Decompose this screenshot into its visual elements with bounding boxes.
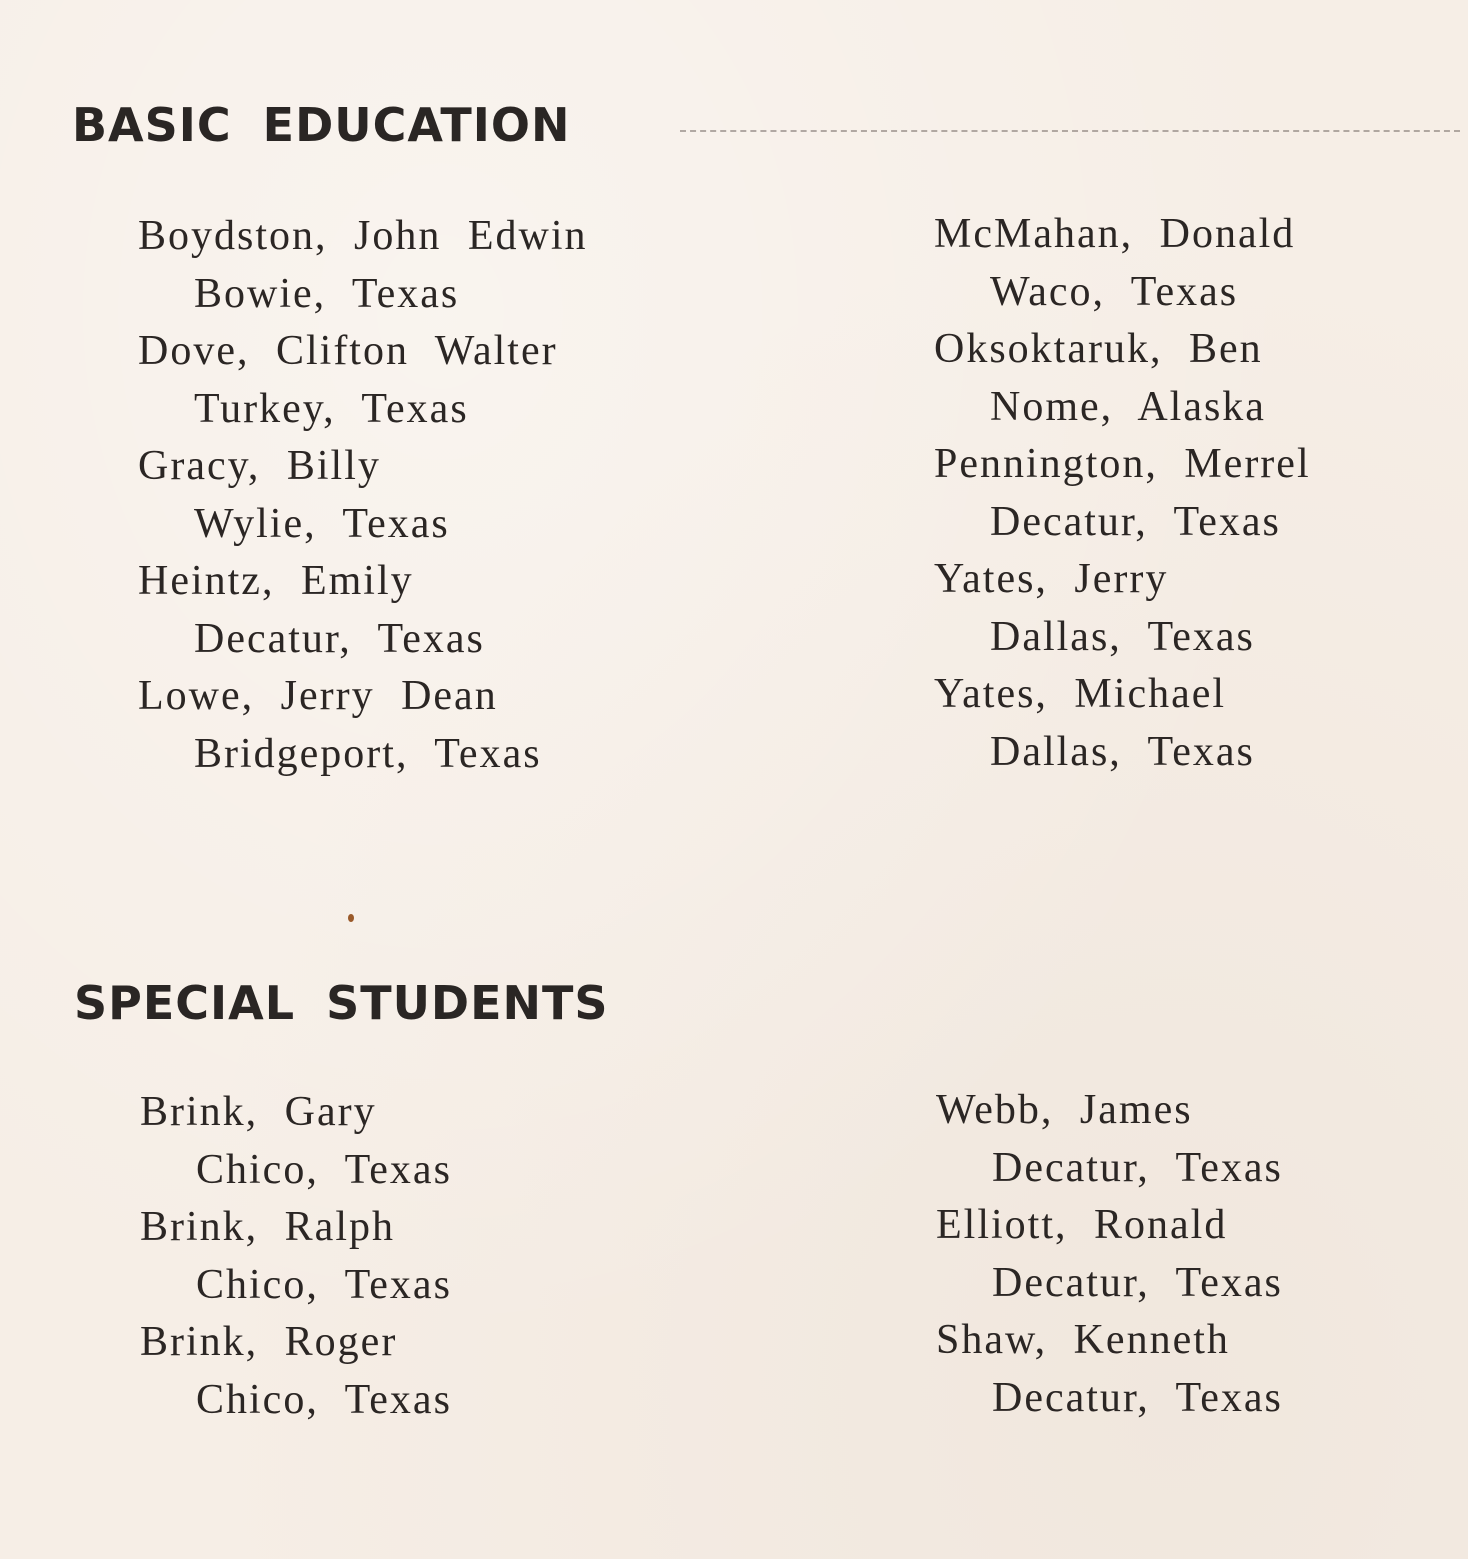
student-entry	[138, 668, 588, 783]
student-entry	[934, 206, 1311, 321]
student-entry	[138, 553, 588, 668]
student-hometown: Decatur, Texas	[992, 1259, 1283, 1306]
student-entry	[138, 208, 588, 323]
student-hometown: Nome, Alaska	[990, 383, 1266, 430]
student-hometown: Wylie, Texas	[194, 500, 450, 547]
student-name: Oksoktaruk, Ben	[934, 326, 1263, 372]
student-hometown: Decatur, Texas	[992, 1374, 1283, 1421]
student-entry	[138, 438, 588, 553]
student-entry	[140, 1199, 452, 1314]
student-name: McMahan, Donald	[934, 211, 1296, 257]
student-hometown: Turkey, Texas	[194, 385, 469, 432]
student-entry	[936, 1312, 1283, 1427]
student-name: Boydston, John Edwin	[138, 213, 588, 259]
ink-speck	[348, 914, 354, 922]
student-name: Brink, Ralph	[140, 1204, 395, 1250]
student-hometown: Dallas, Texas	[990, 613, 1255, 660]
student-name: Pennington, Merrel	[934, 441, 1311, 487]
student-entry	[934, 321, 1311, 436]
student-name: Elliott, Ronald	[936, 1202, 1228, 1248]
student-hometown: Bowie, Texas	[194, 270, 460, 317]
special-students-right-column	[936, 1082, 1283, 1427]
student-entry	[140, 1084, 452, 1199]
student-hometown: Decatur, Texas	[194, 615, 485, 662]
student-name: Lowe, Jerry Dean	[138, 673, 498, 719]
special-students-left-column	[140, 1084, 452, 1429]
student-entry	[138, 323, 588, 438]
student-name: Shaw, Kenneth	[936, 1317, 1230, 1363]
student-hometown: Dallas, Texas	[990, 728, 1255, 775]
student-hometown: Chico, Texas	[196, 1261, 452, 1308]
student-hometown: Decatur, Texas	[990, 498, 1281, 545]
student-hometown: Bridgeport, Texas	[194, 730, 542, 777]
student-entry	[140, 1314, 452, 1429]
student-name: Yates, Michael	[934, 671, 1227, 717]
student-name: Brink, Roger	[140, 1319, 398, 1365]
student-name: Webb, James	[936, 1087, 1193, 1133]
student-hometown: Decatur, Texas	[992, 1144, 1283, 1191]
student-hometown: Waco, Texas	[990, 268, 1239, 315]
faint-dashed-rule	[680, 130, 1460, 132]
student-name: Brink, Gary	[140, 1089, 377, 1135]
student-name: Gracy, Billy	[138, 443, 381, 489]
student-entry	[936, 1082, 1283, 1197]
student-entry	[936, 1197, 1283, 1312]
student-entry	[934, 551, 1311, 666]
student-entry	[934, 666, 1311, 781]
section-heading-basic-education: BASIC EDUCATION	[72, 98, 571, 152]
section-heading-special-students: SPECIAL STUDENTS	[74, 976, 609, 1030]
student-name: Heintz, Emily	[138, 558, 414, 604]
student-hometown: Chico, Texas	[196, 1146, 452, 1193]
student-entry	[934, 436, 1311, 551]
basic-education-left-column	[138, 208, 588, 783]
student-name: Yates, Jerry	[934, 556, 1169, 602]
basic-education-right-column	[934, 206, 1311, 781]
student-hometown: Chico, Texas	[196, 1376, 452, 1423]
student-name: Dove, Clifton Walter	[138, 328, 558, 374]
